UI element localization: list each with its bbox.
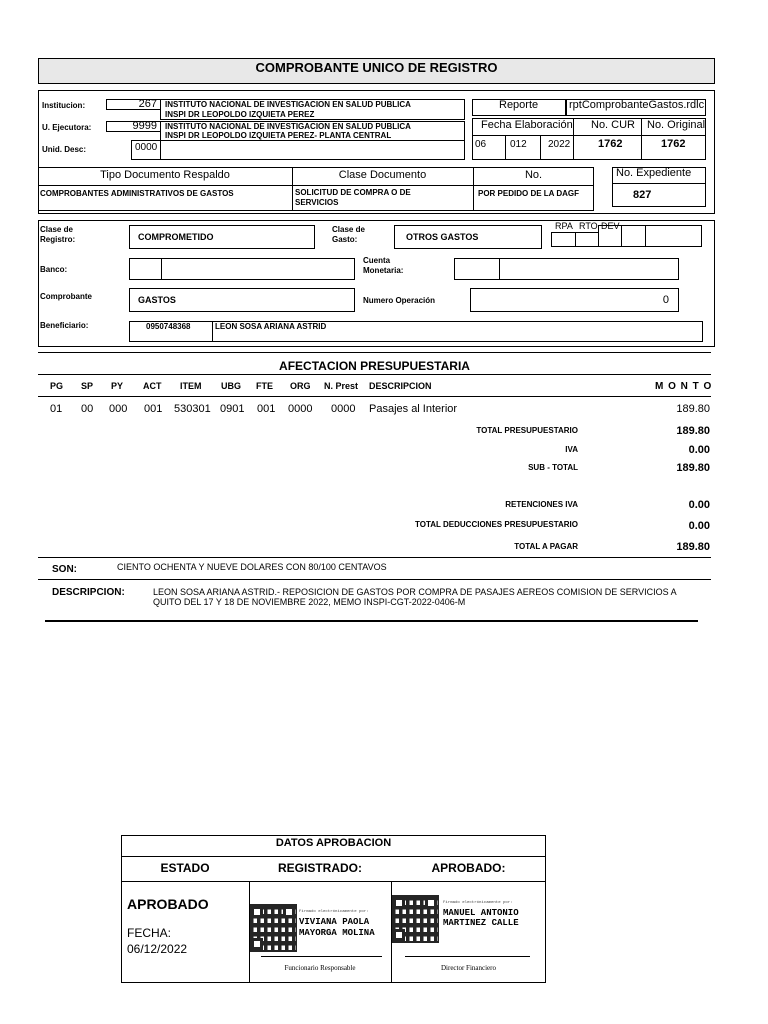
unid-name-box xyxy=(160,140,465,160)
afectacion-title: AFECTACION PRESUPUESTARIA xyxy=(279,359,470,373)
numero-operacion-value: 0 xyxy=(662,294,669,306)
cur-value: 1762 xyxy=(598,138,623,150)
total-presupuestario-label: TOTAL PRESUPUESTARIO xyxy=(476,426,578,435)
page-title: COMPROBANTE UNICO DE REGISTRO xyxy=(255,60,498,75)
aprobado-signer-name-1: MANUEL ANTONIO xyxy=(443,908,519,918)
aprobacion-title-line xyxy=(121,856,546,857)
rpa-box xyxy=(551,232,576,247)
row-ubg: 0901 xyxy=(220,403,245,415)
clase-registro-label-1: Clase de xyxy=(40,225,73,234)
descripcion-line-2: QUITO DEL 17 Y 18 DE NOVIEMBRE 2022, MEMO INSPI-CGT-2022-0406-M xyxy=(153,597,466,607)
institucion-name-2: INSPI DR LEOPOLDO IZQUIETA PEREZ xyxy=(165,110,315,119)
estado-value: APROBADO xyxy=(127,896,209,912)
banco-name-box xyxy=(161,258,355,280)
banco-code-box xyxy=(129,258,162,280)
reporte-label: Reporte xyxy=(499,99,539,111)
col-nprest: N. Prest xyxy=(324,381,359,391)
fecha-sep-3 xyxy=(573,118,574,160)
son-label: SON: xyxy=(52,564,77,575)
row-monto: 189.80 xyxy=(676,403,710,415)
row-pg: 01 xyxy=(50,403,63,415)
aprobado-signature-line xyxy=(405,956,530,957)
beneficiario-id: 0950748368 xyxy=(146,322,191,331)
col-descripcion: DESCRIPCION xyxy=(369,381,432,391)
subtotal-value: 189.80 xyxy=(676,462,710,474)
aprobado-label: APROBADO: xyxy=(431,861,506,875)
numero-operacion-label: Numero Operación xyxy=(363,296,436,305)
registrado-signature-line xyxy=(261,956,382,957)
unid-label: Unid. Desc: xyxy=(42,145,87,154)
clase-doc-value-1: SOLICITUD DE COMPRA O DE xyxy=(295,188,411,197)
rpa-label: RPA xyxy=(555,221,573,231)
row-sp: 00 xyxy=(81,403,94,415)
deducciones-value: 0.00 xyxy=(688,520,710,532)
descripcion-label: DESCRIPCION: xyxy=(52,587,125,598)
descripcion-line-1: LEON SOSA ARIANA ASTRID.- REPOSICION DE GASTOS POR COMPRA DE PASAJES AEREOS COMISION DE SERVICIOS A xyxy=(153,587,677,597)
afectacion-mid-line xyxy=(38,374,711,375)
expediente-value: 827 xyxy=(633,189,652,201)
fecha-sep-4 xyxy=(641,118,642,160)
beneficiario-name: LEON SOSA ARIANA ASTRID xyxy=(215,322,327,331)
reporte-value: rptComprobanteGastos.rdlc xyxy=(569,99,705,111)
funcionario-label: Funcionario Responsable xyxy=(284,964,356,972)
afectacion-header-line xyxy=(38,396,711,397)
row-nprest: 0000 xyxy=(331,403,356,415)
subtotal-label: SUB - TOTAL xyxy=(528,463,578,472)
col-pg: PG xyxy=(50,381,64,391)
clase-doc-value-2: SERVICIOS xyxy=(295,198,339,207)
ejecutora-name-2: INSPI DR LEOPOLDO IZQUIETA PEREZ- PLANTA CENTRAL xyxy=(165,131,392,140)
fecha-year: 2022 xyxy=(548,139,571,150)
tipo-value: COMPROBANTES ADMINISTRATIVOS DE GASTOS xyxy=(40,189,234,198)
retenciones-label: RETENCIONES IVA xyxy=(505,500,578,509)
institucion-code: 267 xyxy=(138,98,157,110)
fecha-sep-2 xyxy=(540,135,541,160)
fecha-divider xyxy=(472,135,706,136)
fecha-sep-1 xyxy=(505,135,506,160)
expediente-label: No. Expediente xyxy=(616,167,692,179)
iva-label: IVA xyxy=(565,445,578,454)
registrado-signer-name-1: VIVIANA PAOLA xyxy=(299,917,370,927)
row-act: 001 xyxy=(144,403,163,415)
institucion-name-1: INSTITUTO NACIONAL DE INVESTIGACION EN SALUD PUBLICA xyxy=(165,100,411,109)
son-top-line xyxy=(38,557,711,558)
cuenta-label-2: Monetaria: xyxy=(363,266,404,275)
col-ubg: UBG xyxy=(221,381,241,391)
doc-row-hline xyxy=(38,185,594,186)
fecha-label: Fecha Elaboración xyxy=(481,119,573,131)
son-value: CIENTO OCHENTA Y NUEVE DOLARES CON 80/100 CENTAVOS xyxy=(117,562,387,572)
aprobacion-header-line xyxy=(121,881,546,882)
rpa-extra-box-1 xyxy=(621,225,646,247)
fecha-month: 012 xyxy=(510,139,527,150)
tipo-label: Tipo Documento Respaldo xyxy=(100,169,230,181)
clase-gasto-value: OTROS GASTOS xyxy=(406,232,479,242)
pagar-value: 189.80 xyxy=(676,541,710,553)
comprobante-value: GASTOS xyxy=(138,295,176,305)
cuenta-label-1: Cuenta xyxy=(363,256,391,265)
banco-label: Banco: xyxy=(40,265,68,274)
registrado-firma-caption: Firmado electrónicamente por: xyxy=(299,910,369,914)
ejecutora-code: 9999 xyxy=(132,120,157,132)
fecha-aprobacion-value: 06/12/2022 xyxy=(127,942,188,956)
col-act: ACT xyxy=(143,381,162,391)
institucion-label: Institucion: xyxy=(42,101,86,110)
col-sp: SP xyxy=(81,381,94,391)
registrado-signer-name-2: MAYORGA MOLINA xyxy=(299,928,375,938)
fecha-aprobacion-label: FECHA: xyxy=(127,926,172,940)
pagar-label: TOTAL A PAGAR xyxy=(514,542,578,551)
row-org: 0000 xyxy=(288,403,313,415)
registrado-qr-code xyxy=(249,904,297,952)
director-label: Director Financiero xyxy=(440,964,496,972)
col-org: ORG xyxy=(290,381,311,391)
row-fte: 001 xyxy=(257,403,276,415)
no-label: No. xyxy=(524,169,543,181)
dev-box xyxy=(598,225,622,247)
row-descripcion: Pasajes al Interior xyxy=(369,403,458,415)
cuenta-box-1 xyxy=(454,258,500,280)
clase-gasto-label-2: Gasto: xyxy=(332,235,358,244)
retenciones-value: 0.00 xyxy=(688,499,710,511)
ejecutora-label: U. Ejecutora: xyxy=(42,123,92,132)
row-py: 000 xyxy=(109,403,128,415)
comprobante-label: Comprobante xyxy=(40,292,92,301)
son-bottom-line xyxy=(38,579,711,580)
col-fte: FTE xyxy=(256,381,273,391)
dev-label: DEV xyxy=(601,221,620,231)
aprobado-firma-caption: Firmado electrónicamente por: xyxy=(443,901,513,905)
reporte-divider xyxy=(565,99,567,116)
col-item: ITEM xyxy=(180,381,202,391)
expediente-hline xyxy=(612,183,706,184)
row-item: 530301 xyxy=(174,403,211,415)
aprobado-signer-name-2: MARTINEZ CALLE xyxy=(443,918,519,928)
col-monto: M O N T O xyxy=(655,381,713,392)
no-value: POR PEDIDO DE LA DAGF xyxy=(478,189,580,198)
aprobado-qr-code xyxy=(391,895,439,943)
rto-box xyxy=(575,232,599,247)
clase-gasto-label-1: Clase de xyxy=(332,225,365,234)
original-value: 1762 xyxy=(661,138,686,150)
unid-code: 0000 xyxy=(135,142,158,153)
aprobacion-title: DATOS APROBACION xyxy=(275,837,392,849)
afectacion-top-line xyxy=(38,352,711,353)
registrado-label: REGISTRADO: xyxy=(278,861,362,875)
fecha-day: 06 xyxy=(475,139,487,150)
descripcion-bottom-line xyxy=(45,620,698,622)
ejecutora-name-1: INSTITUTO NACIONAL DE INVESTIGACION EN SALUD PUBLICA xyxy=(165,122,411,131)
rpa-extra-box-2 xyxy=(645,225,702,247)
estado-label: ESTADO xyxy=(160,861,210,875)
deducciones-label: TOTAL DEDUCCIONES PRESUPUESTARIO xyxy=(415,520,578,529)
cur-label: No. CUR xyxy=(591,119,636,131)
total-presupuestario-value: 189.80 xyxy=(676,425,710,437)
cuenta-box-2 xyxy=(499,258,679,280)
beneficiario-label: Beneficiario: xyxy=(40,321,89,330)
original-label: No. Original xyxy=(647,119,706,131)
clase-registro-label-2: Registro: xyxy=(40,235,76,244)
iva-value: 0.00 xyxy=(688,444,710,456)
clase-registro-value: COMPROMETIDO xyxy=(138,232,214,242)
clase-doc-label: Clase Documento xyxy=(338,169,427,181)
rto-label: RTO xyxy=(579,221,598,231)
col-py: PY xyxy=(111,381,124,391)
